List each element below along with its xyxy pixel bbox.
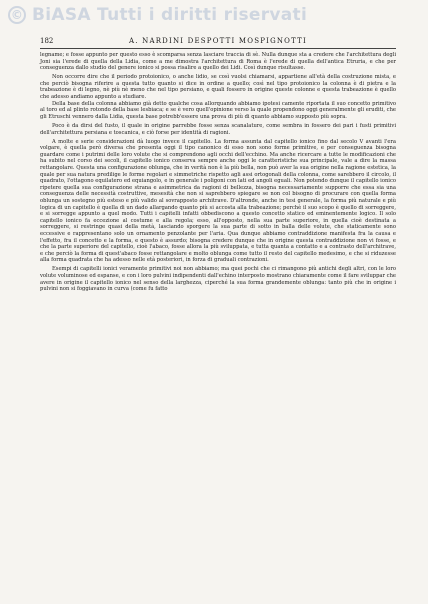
paragraph: A molte e serie considerazioni dà luogo invece il capitello. La forma assunta dal capitello ionico fino dal secolo V avanti l'era volgare, è quella però diversa che presenta oggi il tipo canonico di esso non sono forme primitive, e per conseguenza bisogna guardare come i putrimi delle loro volute che si comprendono agli occhi dell'ecchino. Ma anche ricercare a tutte le modificazioni che ha subito nel corso dei secoli, il capitello ionico conserva sempre anche oggi le caratteristiche sua principale, vale a dire la massa rettangolare. Questa una configurazione oblunga, che in verità non è la più bella, non può aver la sua origine nella ragione estetica, la quale per sua natura predilige le forme regolari e simmetriche rispetto agli assi ortogonali della colonna, come sarebbero il circolo, il quadrato, l'ottagono equilatero ed equiangolo, e in generale i poligoni con lati ed angoli eguali. Non potendo dunque il capitello ionico ripetere quella sua configurazione strana e asimmetrica da ragioni di bellezza, bisogna necessariamente supporre che essa sia una conseguenza delle necessità costruttive, mesesità che non si saprebbero spiegare se non col bisogno di procurare con quella forma oblunga un sostegno più esteso e più valido al sovrapposto architrave. D'altronde, anche in tesi generale, la forma più naturale e più logica di un capitello è quella di un dado allargando quanto più si accosta alla trabeazione; perchè il suo scopo è quello di sorreggere, e si sorregge appunto a quel modo. Tutti i capitelli infatti obbediscono a questo concetto statico ed eminentemente logico. Il solo capitello ionico fa eccezione al costume e alla regola; esso, all'opposto, nella sua parte superiore, in quella cioè destinata a sorreggere, si restringe quasi della metà, lasciando sporgere la sua parte di sotto in balla delle volute, che staticamente sono eccessive e rappresentano solo un ornamento penzolante per l'aria. Qua dunque abbiamo contraddizione manifesta fra la causa e l'effetto, fra il concetto e la forma, e questo è assurdo; bisogna credere dunque che in origine questa contraddizione non vi fosse, e che la parte superiore del capitello, cioè l'abaco, fosse allora la più sviluppata, e tutta quanta a contatto e a contrasto dell'architrave, e che perciò la forma di quest'abaco fosse rettangolare e molto oblunga come tutto il resto del capitello medesimo, e che si riduzesse alla forma quadrata che ha adesso nelle età posteriori, in forza di graduali contrazioni. [40,138,396,264]
header-rule [40,48,396,49]
page-header [40,35,396,47]
paragraph: Esempi di capitelli ionici veramente primitivi noi non abbiamo; ma quei pochi che ci rimangono più antichi degli altri, con le loro volute voluminose ed espanse, e con i loro pulvini indipendenti dall'echino interposto mostrano chiaramente come il fare sviluppar che avere in origine il capitello ionico nel senso della larghezza, ciperché la sua forma grandemente oblunga: tanto più che in origine i pulvini non si foggiavano in curva (come fu fatto [40,266,396,293]
body-text [40,52,396,293]
paragraph: Poco è da dirsi del fusto, il quale in origine parrebbe fosse senza scanalature, come sembra in fossero dei pari i fusti primitivi dell'architettura persiana e toscanica, e ciò forse per identità di ragioni. [40,122,396,136]
paragraph: legname; e fosse appunto per questo esso è scomparsa senza lasciare traccia di sè. Nulla dunque sta a credere che l'architettura degli Joni sia l'erede di quella della Lidia, come a me dimostra l'architettura di Roma è l'erede di quella dell'antica Etruria, e che per conseguenza dallo studio del genere ionico si possa risalire a quello dei Lidi. Così dunque risultasse. [40,52,396,72]
paragraph: Della base della colonna abbiamo già detto qualche cosa allorquando abbiamo ipotesi camente riportata il suo concetto primitivo al toro ed al plinto rotondo della base lesbiaca; e se è vero quell'opinione verso la quale propendono oggi generalmente gli eruditi, che gli Etruschi vennero dalla Lidia, questa base potrebb'essere una prova di più di quanto abbiamo supposto più sopra. [40,100,396,120]
page-number: 182 [40,37,54,45]
running-head: A. NARDINI DESPOTTI MOSPIGNOTTI [129,37,307,45]
watermark [8,2,418,28]
copyright-icon: © [8,6,26,24]
watermark-text: BiASA Tutti i diritti riservati [32,5,308,25]
paragraph: Non occorre dire che il periodo protoionico, o anche lidio, se così vuolsi chiamarsi, appartiene all'età della costruzione mista, e che perciò bisogna riferire a questa tutto quanto si dice in ordine a quello; così nel tipo protoionico la colonna è di pietra e la trabeazione è di legno, nè più nè meno che nel tipo persiano, e quali fossero in origine queste colonne e questa trabeazione è quello che adesso andiamo appunto a studiare. [40,74,396,101]
